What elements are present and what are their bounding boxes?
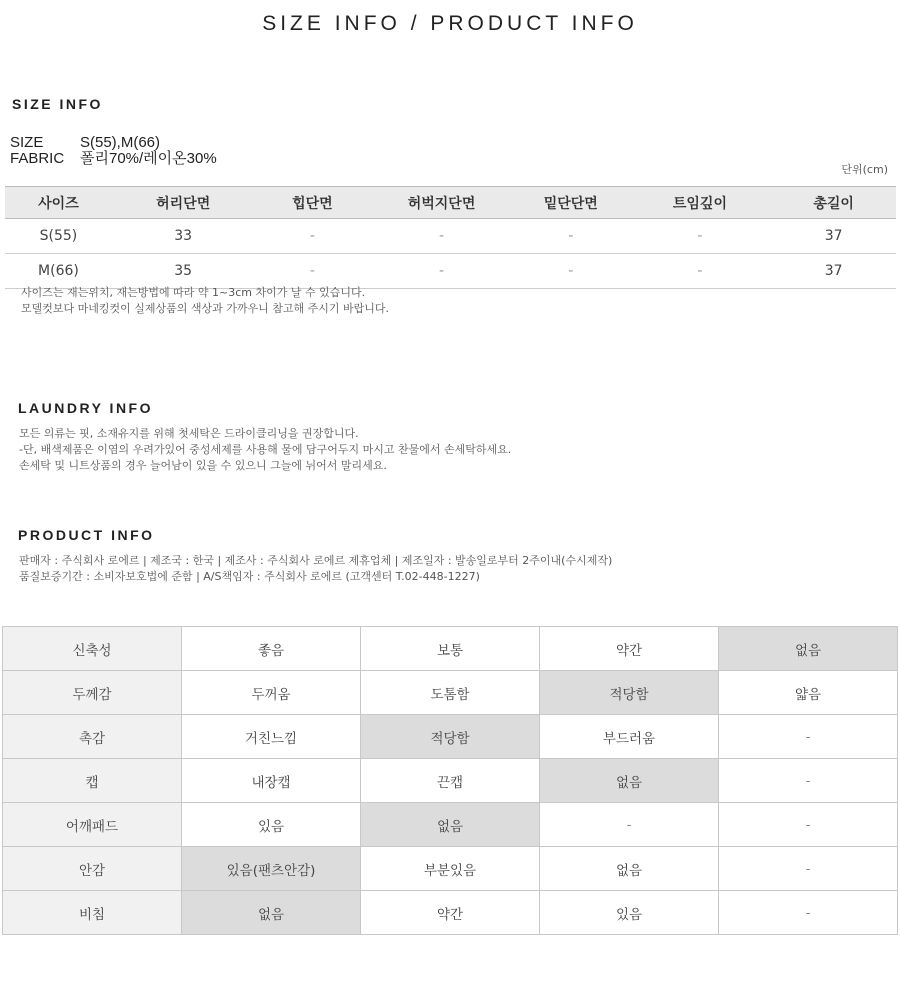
quality-option: 부분있음 [361, 847, 540, 891]
size-value: S(55),M(66) [80, 134, 161, 151]
quality-option: 도톰함 [361, 671, 540, 715]
column-header: 허리단면 [112, 187, 255, 219]
quality-option-selected: 없음 [719, 627, 898, 671]
quality-category: 두께감 [3, 671, 182, 715]
laundry-info-heading: LAUNDRY INFO [18, 400, 153, 416]
quality-row [3, 891, 898, 935]
quality-row [3, 627, 898, 671]
table-cell: - [629, 219, 772, 254]
quality-option-selected: 적당함 [361, 715, 540, 759]
quality-category: 캡 [3, 759, 182, 803]
column-header: 허벅지단면 [370, 187, 513, 219]
quality-table [2, 626, 898, 935]
table-cell: S(55) [5, 219, 112, 254]
table-cell: - [513, 254, 629, 289]
table-cell: - [370, 219, 513, 254]
table-cell: 33 [112, 219, 255, 254]
product-line: 품질보증기간 : 소비자보호법에 준함 | A/S책임자 : 주식회사 로에르 (고객센터 T.02-448-1227) [19, 570, 480, 583]
column-header: 밑단단면 [513, 187, 629, 219]
note-line: 모델컷보다 마네킹컷이 실제상품의 색상과 가까우니 참고해 주시기 바랍니다. [21, 302, 390, 315]
table-cell: 37 [771, 219, 896, 254]
table-cell: M(66) [5, 254, 112, 289]
quality-option-selected: 없음 [540, 759, 719, 803]
quality-option: - [719, 891, 898, 935]
quality-row [3, 803, 898, 847]
product-info-heading: PRODUCT INFO [18, 527, 155, 543]
table-cell: - [629, 254, 772, 289]
laundry-line: 모든 의류는 핏, 소재유지를 위해 첫세탁은 드라이클리닝을 권장합니다. [19, 427, 359, 440]
column-header: 힙단면 [254, 187, 370, 219]
quality-option-selected: 있음(팬츠안감) [182, 847, 361, 891]
table-row [5, 254, 896, 289]
size-table-header-row [5, 187, 896, 219]
fabric-label: FABRIC [10, 150, 65, 167]
quality-category: 촉감 [3, 715, 182, 759]
quality-option: 약간 [361, 891, 540, 935]
quality-option: 내장캡 [182, 759, 361, 803]
size-table [5, 186, 896, 289]
quality-row [3, 715, 898, 759]
column-header: 총길이 [771, 187, 896, 219]
quality-option: - [719, 715, 898, 759]
column-header: 트임깊이 [629, 187, 772, 219]
quality-option-selected: 없음 [182, 891, 361, 935]
quality-category: 신축성 [3, 627, 182, 671]
quality-option-selected: 없음 [361, 803, 540, 847]
quality-category: 어깨패드 [3, 803, 182, 847]
size-notes [21, 285, 389, 317]
laundry-line: 손세탁 및 니트상품의 경우 늘어남이 있을 수 있으니 그늘에 뉘어서 말리세요. [19, 459, 387, 472]
laundry-line: -단, 배색제품은 이염의 우려가있어 중성세제를 사용해 물에 담구어두지 마시고 찬물에서 손세탁하세요. [19, 443, 512, 456]
table-cell: 37 [771, 254, 896, 289]
laundry-notes [19, 426, 511, 474]
quality-option: - [719, 847, 898, 891]
table-row [5, 219, 896, 254]
table-cell: - [254, 219, 370, 254]
note-line: 사이즈는 재는위치, 재는방법에 따라 약 1~3cm 차이가 날 수 있습니다. [21, 286, 366, 299]
quality-option: 두꺼움 [182, 671, 361, 715]
size-info-heading: SIZE INFO [12, 96, 103, 112]
page-title: SIZE INFO / PRODUCT INFO [262, 12, 638, 35]
quality-category: 안감 [3, 847, 182, 891]
quality-option: 거친느낌 [182, 715, 361, 759]
table-cell: - [254, 254, 370, 289]
quality-option-selected: 적당함 [540, 671, 719, 715]
unit-note: 단위(cm) [841, 163, 888, 176]
quality-option: 부드러움 [540, 715, 719, 759]
quality-option: 좋음 [182, 627, 361, 671]
quality-row [3, 847, 898, 891]
quality-option: - [719, 803, 898, 847]
quality-option: - [719, 759, 898, 803]
quality-option: 보통 [361, 627, 540, 671]
table-cell: - [370, 254, 513, 289]
quality-row [3, 671, 898, 715]
size-label: SIZE [10, 134, 44, 151]
quality-row [3, 759, 898, 803]
quality-option: 얇음 [719, 671, 898, 715]
quality-option: 없음 [540, 847, 719, 891]
quality-option: 끈캡 [361, 759, 540, 803]
quality-option: - [540, 803, 719, 847]
quality-category: 비침 [3, 891, 182, 935]
table-cell: - [513, 219, 629, 254]
size-spec-row [10, 135, 160, 151]
column-header: 사이즈 [5, 187, 112, 219]
fabric-value: 폴리70%/레이온30% [80, 150, 217, 167]
quality-option: 있음 [540, 891, 719, 935]
quality-option: 있음 [182, 803, 361, 847]
quality-option: 약간 [540, 627, 719, 671]
fabric-spec-row [10, 151, 217, 167]
table-cell: 35 [112, 254, 255, 289]
product-line: 판매자 : 주식회사 로에르 | 제조국 : 한국 | 제조사 : 주식회사 로에르 제휴업체 | 제조일자 : 발송일로부터 2주이내(수시제작) [19, 554, 613, 567]
product-notes [19, 553, 612, 585]
